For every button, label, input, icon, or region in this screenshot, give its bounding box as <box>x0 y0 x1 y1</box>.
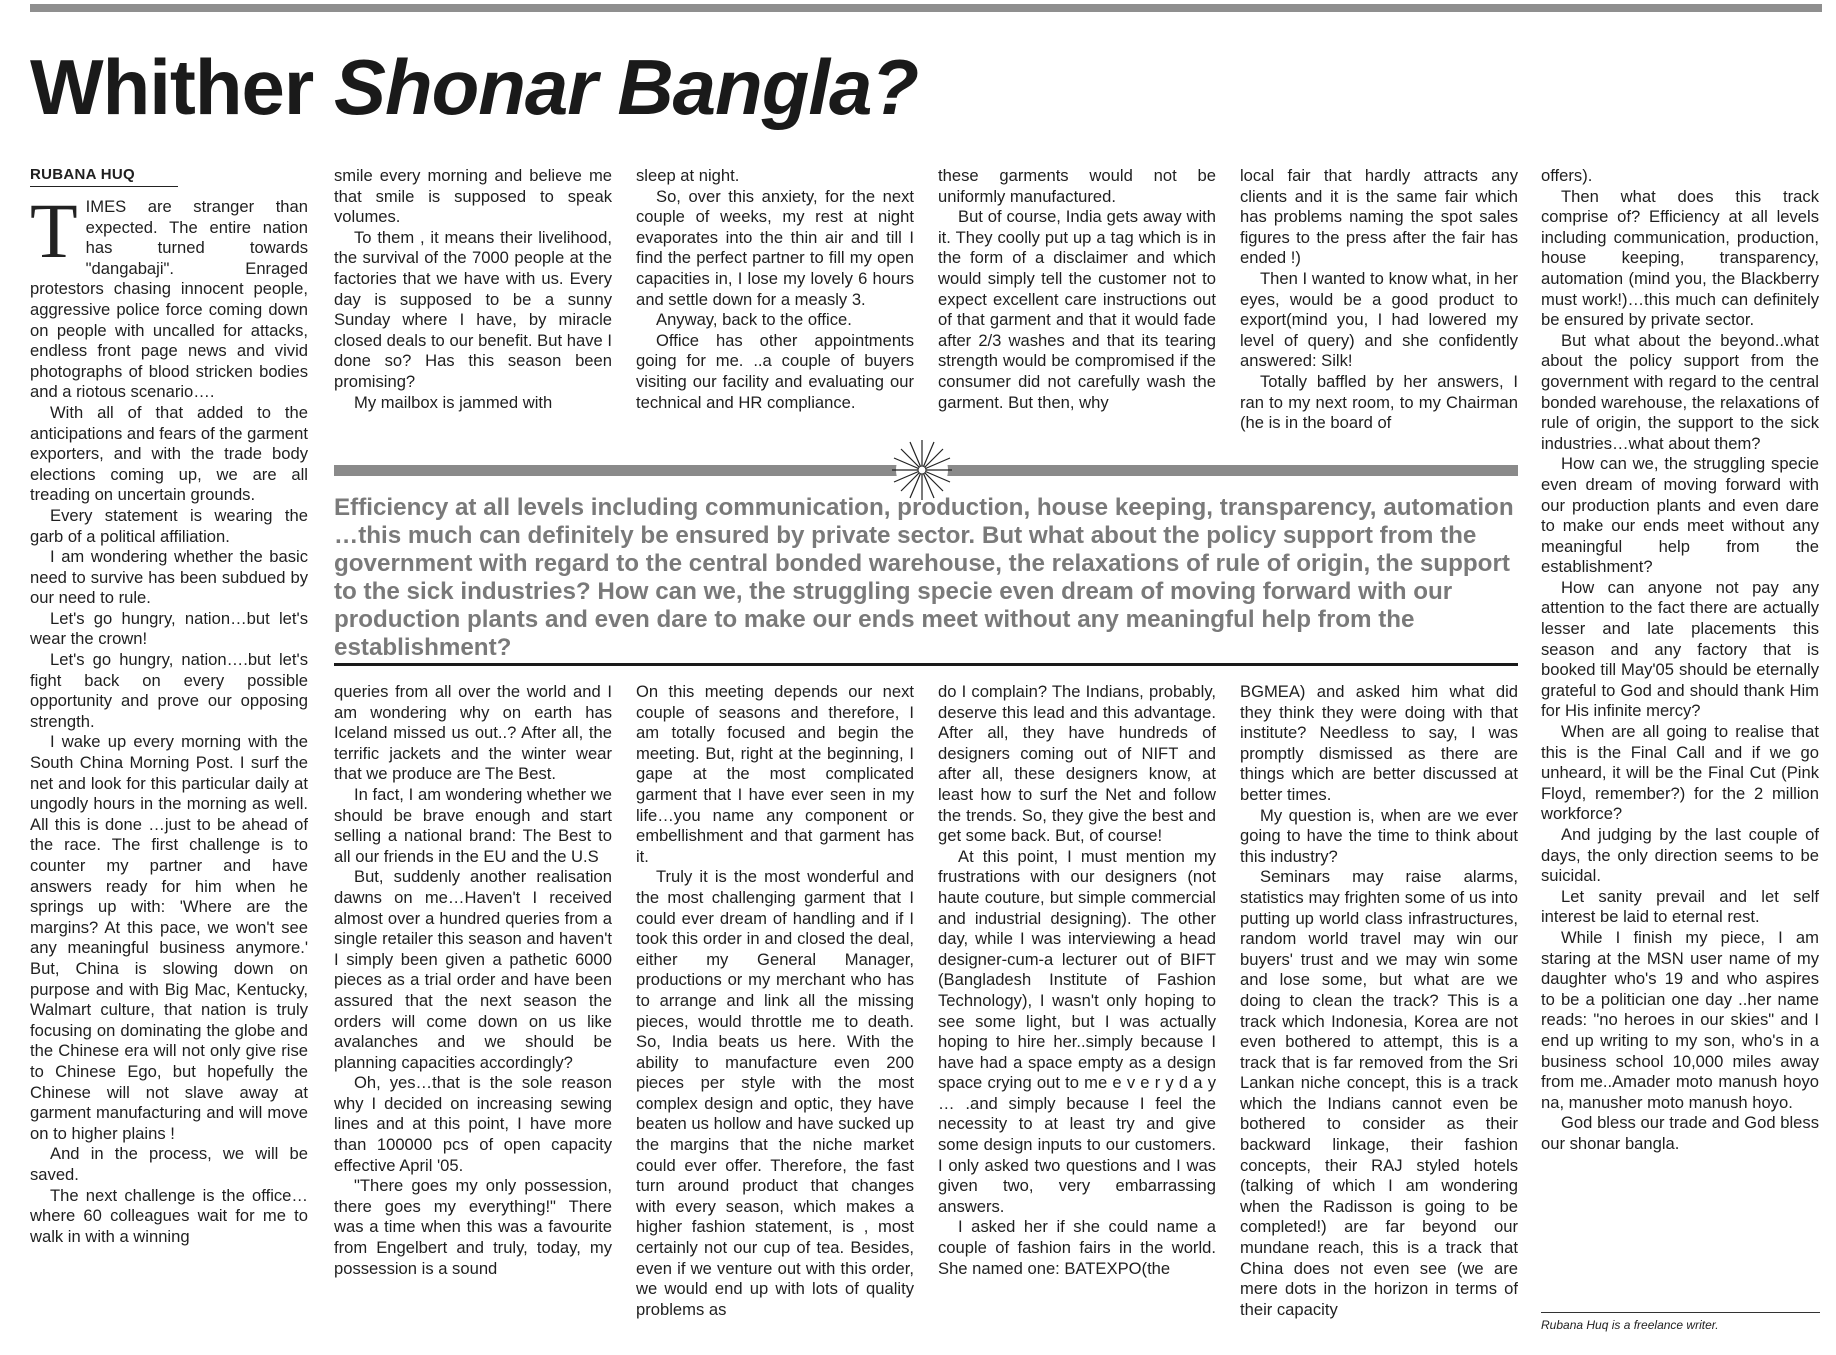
column-4-top <box>938 166 1216 436</box>
paragraph: While I finish my piece, I am staring at the MSN user name of my daughter who's 19 and who aspires to be a politician one day ..her name reads: "no heroes in our skies" and I end up writing to my son, who's in a business school 10,000 miles away from me..Amader moto manush hoyo na, manusher moto manush hoyo. <box>1541 927 1819 1112</box>
paragraph: Totally baffled by her answers, I ran to my next room, to my Chairman (he is in the board of <box>1240 371 1518 433</box>
paragraph: In fact, I am wondering whether we should be brave enough and start selling a national brand: The Best to all our friends in the EU and the U.S <box>334 784 612 866</box>
paragraph: Every statement is wearing the garb of a political affiliation. <box>30 505 308 546</box>
paragraph: On this meeting depends our next couple of seasons and therefore, I am totally focused and begin the meeting. But, right at the beginning, I gape at the most complicated garment that I have ever seen in my life…you name any component or embellishment and that garment has it. <box>636 682 914 866</box>
paragraph: I am wondering whether the basic need to survive has been subdued by our need to rule. <box>30 547 308 608</box>
headline-italic: Shonar Bangla? <box>333 43 919 131</box>
paragraph: offers). <box>1541 166 1593 185</box>
paragraph: Oh, yes…that is the sole reason why I decided on increasing sewing lines and at this point, I have more than 100000 pcs of open capacity effective April '05. <box>334 1073 612 1175</box>
paragraph: sleep at night. <box>636 166 740 185</box>
paragraph: Office has other appointments going for me. ..a couple of buyers visiting our facility and evaluating our technical and HR compliance. <box>636 330 914 412</box>
paragraph: The next challenge is the office…where 60 colleagues wait for me to walk in with a winning <box>30 1185 308 1246</box>
paragraph: Anyway, back to the office. <box>656 310 852 330</box>
paragraph: Then I wanted to know what, in her eyes, would be a good product to export(mind you, I had lowered my level of query) and she confidently answered: Silk! <box>1240 268 1518 371</box>
paragraph: But of course, India gets away with it. They coolly put up a tag which is in the form of a disclaimer and which would simply tell the customer not to expect excellent care instructions out of that garment and that it would fade after 2/3 washes and that its tearing strength would be compromised if the consumer did not carefully wash the garment. But then, why <box>938 207 1216 412</box>
paragraph: With all of that added to the anticipations and fears of the garment exporters, and with the trade body elections coming up, we are all treading on uncertain grounds. <box>30 402 308 505</box>
column-2-bottom <box>334 682 612 1332</box>
paragraph: queries from all over the world and I am wondering why on earth has Iceland missed us out..? After all, the terrific jackets and the winter wear that we produce are The Best. <box>334 682 612 784</box>
drop-cap: T <box>30 187 78 274</box>
paragraph: I wake up every morning with the South China Morning Post. I surf the net and look for this particular daily at ungodly hours in the morning as well. All this is done …just to be ahead of the race. The first challenge is to counter my partner and have answers ready for him when he springs up with: 'Where are the margins? At this pace, we won't see any meaningful business anymore.' But, China is slowing down on purpose and with Big Mac, Kentucky, Walmart culture, that nation is truly focusing on dominating the globe and the Chinese era will not only give rise to Chinese Ego, but hopefully the Chinese will not slave away at garment manufacturing and will move on to higher plains ! <box>30 732 308 1143</box>
paragraph: local fair that hardly attracts any clients and it is the same fair which has problems naming the spot sales figures to the press after the fair has ended !) <box>1240 166 1518 268</box>
column-6 <box>1541 166 1819 1304</box>
column-2-top <box>334 166 612 436</box>
paragraph: do I complain? The Indians, probably, deserve this lead and this advantage. After all, they have hundreds of designers coming out of NIFT and after all, these designers know, at least how to surf the Net and follow the trends. So, they give the best and get some back. But, of course! <box>938 682 1216 846</box>
paragraph: And in the process, we will be saved. <box>30 1144 308 1184</box>
pull-quote-bottom-rule <box>334 663 1518 666</box>
paragraph: God bless our trade and God bless our shonar bangla. <box>1541 1113 1819 1153</box>
paragraph: But, suddenly another realisation dawns on me…Haven't I received almost over a hundred queries from a single retailer this season and haven't I simply been given a pathetic 6000 pieces as a trial order and have been assured that the next season the orders will come down on us like avalanches and we should be planning capacities accordingly? <box>334 867 612 1072</box>
paragraph: At this point, I must mention my frustrations with our designers (not haute couture, but simple commercial and industrial designing). The other day, while I was interviewing a head designer-cum-a lecturer out of BIFT (Bangladesh Institute of Fashion Technology), I wasn't only hoping to see some light, but I was actually hoping to hire her..simply because I have had a space empty as a design space crying out to me e v e r y d a y … .and simply because I feel the necessity to at least try and give some design inputs to our customers. I only asked two questions and I was given two, very embarrassing answers. <box>938 846 1216 1216</box>
paragraph: How can anyone not pay any attention to the fact there are actually lesser and late placements this season and any factory that is booked till May'05 should be eternally grateful to God and should thank Him for His infinite mercy? <box>1541 577 1819 721</box>
footnote-rule <box>1541 1312 1820 1313</box>
paragraph: Let's go hungry, nation….but let's fight back on every possible opportunity and prove our opposing strength. <box>30 650 308 731</box>
paragraph: Seminars may raise alarms, statistics may frighten some of us into putting up world class infrastructures, random world travel may win our buyers' trust and we may win some and lose some, but what are we doing to clean the track? This is a track which Indonesia, Korea are not even bothered to attempt, this is a track that is far removed from the Sri Lankan niche concept, this is a track which the Indians cannot even be bothered to consider as their backward linkage, their fashion concepts, their RAJ styled hotels (talking of which I am wondering when the Radisson is going to be completed!) are far beyond our mundane reach, this is a track that China does not even see (we are mere dots in the horizon in terms of their capacity <box>1240 867 1518 1319</box>
byline: RUBANA HUQ <box>30 166 178 187</box>
paragraph: Then what does this track comprise of? Efficiency at all levels including communication, production, house keeping, transparency, automation (mind you, the Blackberry must work!)…this much can definitely be ensured by private sector. <box>1541 186 1819 330</box>
paragraph: I asked her if she could name a couple of fashion fairs in the world. She named one: BATEXPO(the <box>938 1217 1216 1278</box>
top-rule <box>30 4 1822 12</box>
paragraph: Let sanity prevail and let self interest be laid to eternal rest. <box>1541 886 1819 927</box>
paragraph: Let's go hungry, nation…but let's wear the crown! <box>30 608 308 649</box>
column-3-bottom <box>636 682 914 1332</box>
paragraph: TIMES are stranger than expected. The entire nation has turned towards "dangabaji". Enraged protestors chasing innocent people, aggressive police force coming down on people with uncalled for attacks, endless front page news and vivid photographs of blood stricken bodies and a riotous scenario…. <box>30 187 308 402</box>
author-footnote: Rubana Huq is a freelance writer. <box>1541 1318 1719 1332</box>
paragraph: My mailbox is jammed with <box>354 392 553 412</box>
paragraph: these garments would not be uniformly manufactured. <box>938 166 1216 206</box>
paragraph: BGMEA) and asked him what did they think they were doing with that institute? Needless to say, I was promptly dismissed as there are things which are better discussed at better times. <box>1240 682 1518 804</box>
paragraph: And judging by the last couple of days, the only direction seems to be suicidal. <box>1541 825 1819 886</box>
paragraph: When are all going to realise that this is the Final Call and if we go unheard, it will be the Final Cut (Pink Floyd, remember?) for the 2 million workforce? <box>1541 722 1819 824</box>
headline-regular: Whither <box>30 43 334 131</box>
paragraph: So, over this anxiety, for the next couple of weeks, my rest at night evaporates into the thin air and till I find the perfect partner to fill my open capacities in, I lose my lovely 6 hours and settle down for a measly 3. <box>636 186 914 309</box>
paragraph: To them , it means their livelihood, the survival of the 7000 people at the factories that we have with us. Every day is supposed to be a sunny Sunday where I have, by miracle closed deals to our benefit. But have I done so? Has this season been promising? <box>334 227 612 391</box>
article-headline <box>30 43 919 131</box>
paragraph: My question is, when are we ever going to have the time to think about this industry? <box>1240 805 1518 866</box>
paragraph: But what about the beyond..what about the policy support from the government with regard to the central bonded warehouse, the relaxations of rule of origin, the support to the sick industries…what about them? <box>1541 330 1819 453</box>
paragraph: smile every morning and believe me that smile is supposed to speak volumes. <box>334 166 612 227</box>
pull-quote: Efficiency at all levels including communication, production, house keeping, transparency, automation …this much can definitely be ensured by private sector. But what about the policy support from the government with regard to the central bonded warehouse, the relaxations of rule of origin, the support to the sick industries? How can we, the struggling specie even dream of moving forward with our production plants and even dare to make our ends meet without any meaningful help from the establishment? <box>334 494 1514 661</box>
paragraph: Truly it is the most wonderful and the most challenging garment that I could ever dream of handling and if I took this order in and closed the deal, either my General Manager, productions or my merchant who has to arrange and link all the missing pieces, would throttle me to death. So, India beats us here. With the ability to manufacture even 200 pieces per style with the most complex design and optic, they have beaten us hollow and have sucked up the margins that the niche market could ever offer. Therefore, the fast turn around product that changes with every season, which makes a higher fashion statement, is , most certainly not our cup of tea. Besides, even if we venture out with this order, we would end up with lots of quality problems as <box>636 867 914 1319</box>
column-3-top <box>636 166 914 436</box>
paragraph: "There goes my only possession, there goes my everything!" There was a time when this was a favourite from Engelbert and truly, today, my possession is a sound <box>334 1176 612 1278</box>
paragraph: How can we, the struggling specie even dream of moving forward with our production plants and even dare to make our ends meet without any meaningful help from the establishment? <box>1541 454 1819 577</box>
column-5-bottom <box>1240 682 1518 1332</box>
starburst-ornament <box>890 438 954 502</box>
column-1 <box>30 166 308 1326</box>
column-4-bottom <box>938 682 1216 1332</box>
column-5-top <box>1240 166 1518 436</box>
